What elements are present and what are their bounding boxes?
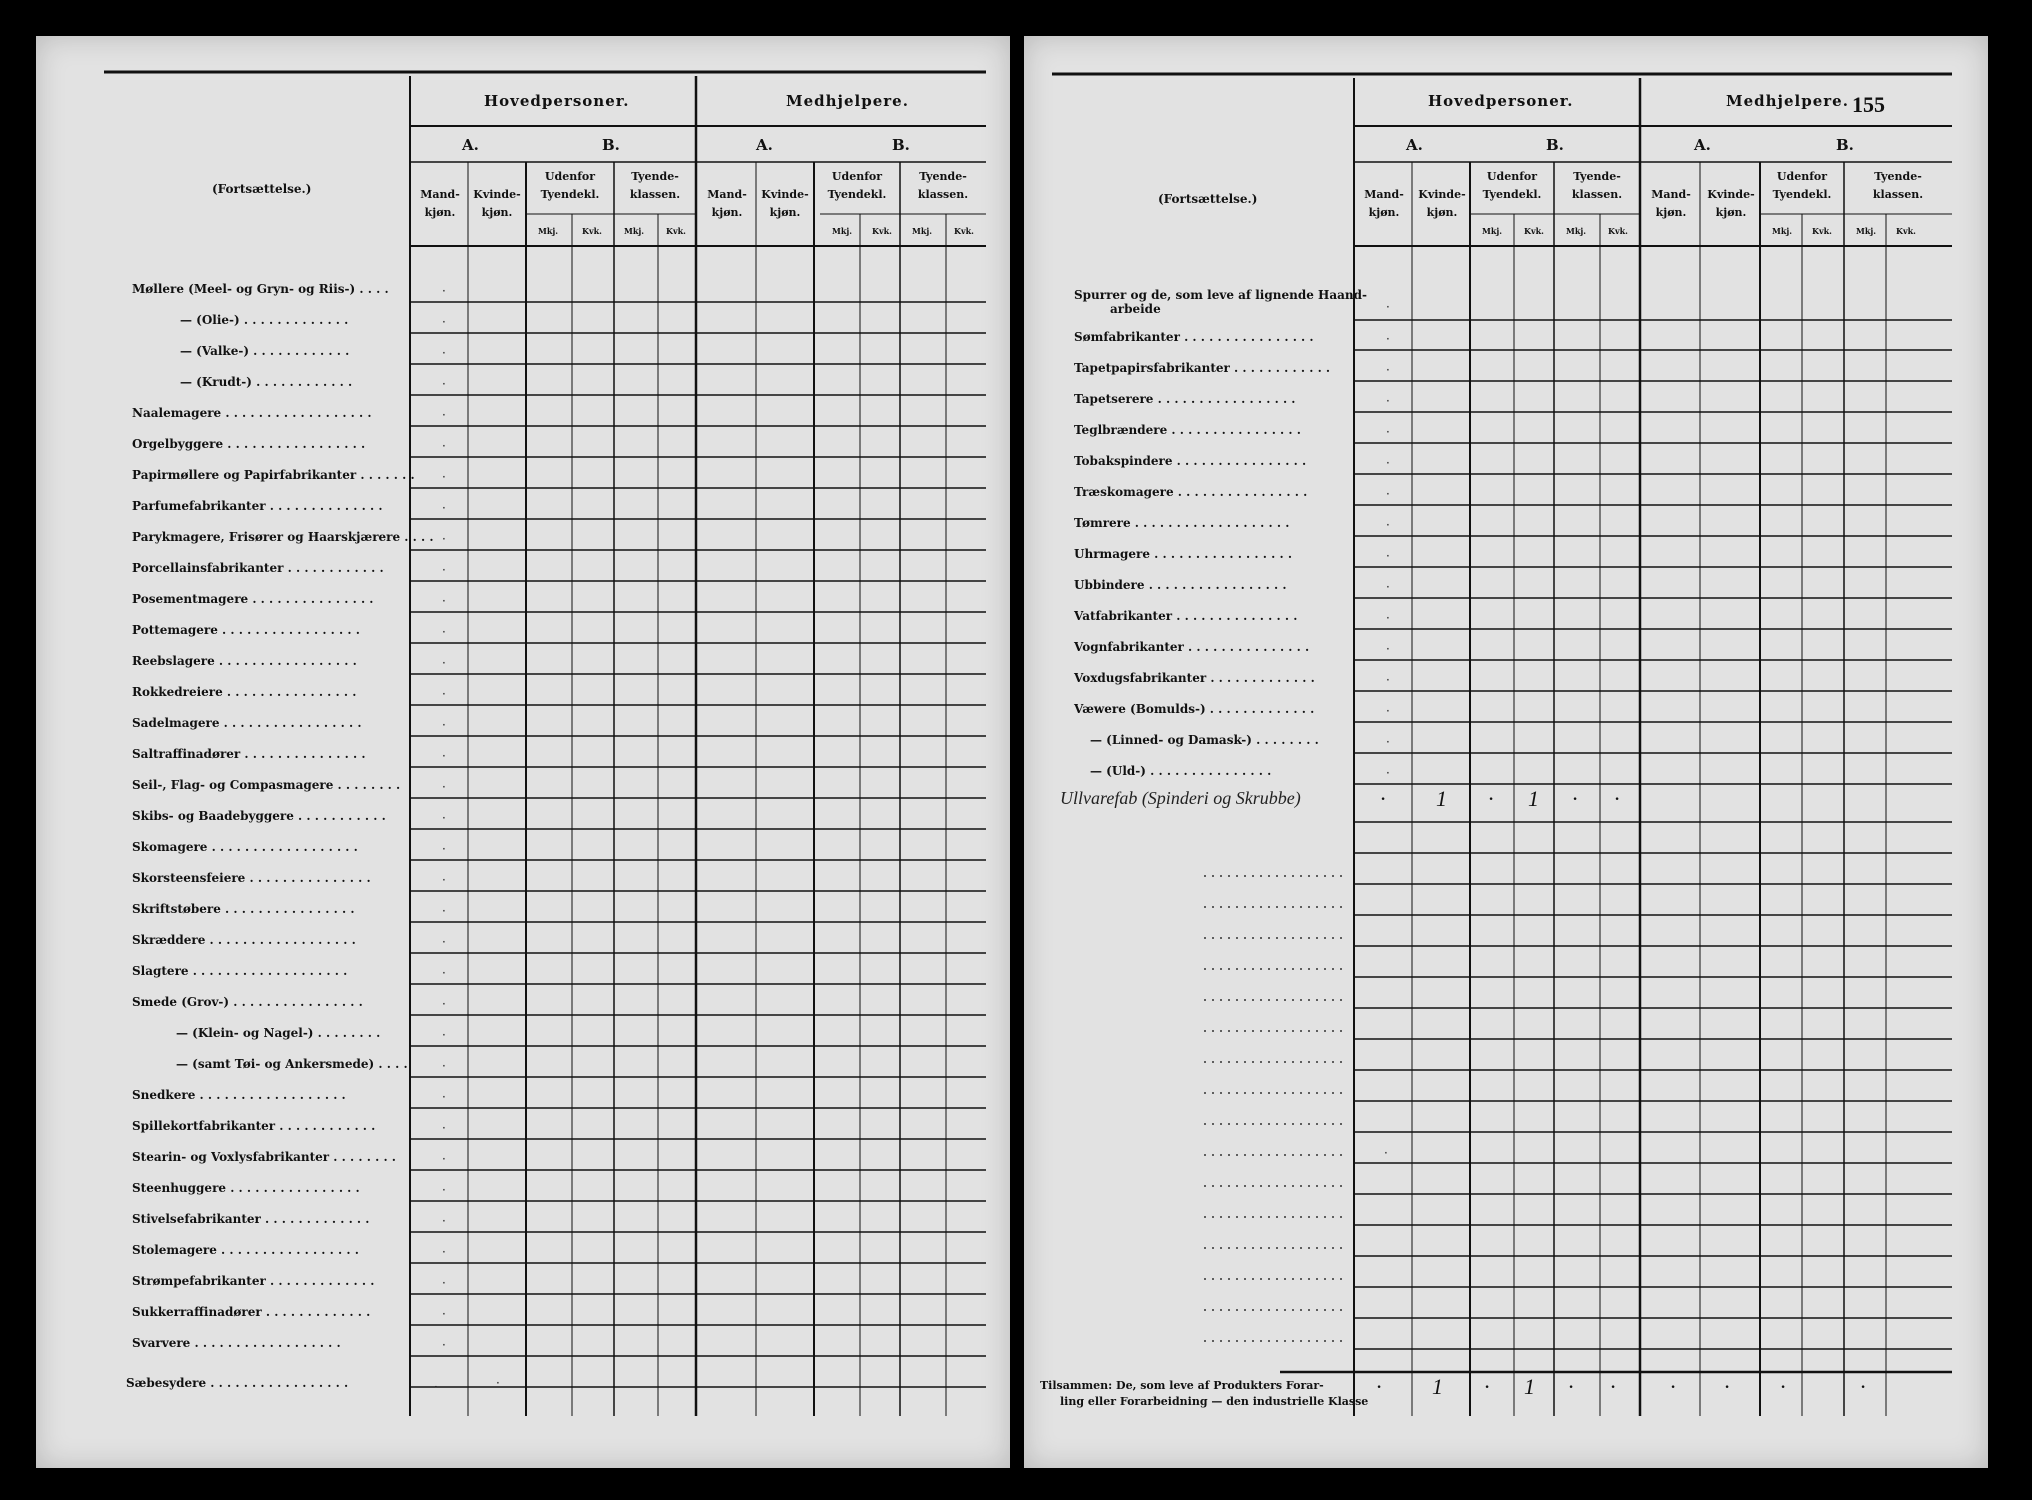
right-row-label: Teglbrændere . . . . . . . . . . . . . . . . bbox=[1074, 423, 1301, 437]
left-row-label: Naalemagere . . . . . . . . . . . . . . . . . . bbox=[132, 406, 372, 420]
left-row-label: Saltraffinadører . . . . . . . . . . . . . . . bbox=[132, 747, 366, 761]
handwritten-row-label: Ullvarefab (Spinderi og Skrubbe) bbox=[1060, 788, 1301, 808]
left-row-label: Steenhuggere . . . . . . . . . . . . . . . . bbox=[132, 1181, 360, 1195]
total-label-line2: ling eller Forarbeidning — den industrielle Klasse bbox=[1060, 1395, 1369, 1408]
right-row-label: Voxdugsfabrikanter . . . . . . . . . . . . . bbox=[1074, 671, 1315, 685]
right-row-label: — (Uld-) . . . . . . . . . . . . . . . bbox=[1090, 764, 1272, 778]
left-row-label: Seil-, Flag- og Compasmagere . . . . . . . . bbox=[132, 778, 401, 792]
left-row-label: Stearin- og Voxlysfabrikanter . . . . . . . . bbox=[132, 1150, 396, 1164]
right-h-udenfor: Udenfor Tyendekl. bbox=[1482, 170, 1542, 201]
right-m-mandkjon: Mand- kjøn. bbox=[1651, 188, 1691, 219]
total-value: · bbox=[1724, 1374, 1730, 1399]
right-medhj-a: A. bbox=[1694, 136, 1711, 154]
left-medhj-a: A. bbox=[756, 136, 773, 154]
right-mkj-2: Mkj. bbox=[1566, 226, 1587, 236]
left-row-label: Parfumefabrikanter . . . . . . . . . . . . . . bbox=[132, 499, 383, 513]
right-row-label: Tapetserere . . . . . . . . . . . . . . . . . bbox=[1074, 392, 1296, 406]
left-row-label: Snedkere . . . . . . . . . . . . . . . . . . bbox=[132, 1088, 346, 1102]
left-row-label: — (Olie-) . . . . . . . . . . . . . bbox=[180, 313, 349, 327]
total-value: · bbox=[1376, 1374, 1382, 1399]
right-row-label: Sømfabrikanter . . . . . . . . . . . . . . . . bbox=[1074, 330, 1314, 344]
left-row-label: Slagtere . . . . . . . . . . . . . . . . . . . bbox=[132, 964, 348, 978]
left-row-label: Posementmagere . . . . . . . . . . . . . . . bbox=[132, 592, 374, 606]
left-row-label: Pottemagere . . . . . . . . . . . . . . . . . bbox=[132, 623, 360, 637]
left-row-label: Skorsteensfeiere . . . . . . . . . . . . . . . bbox=[132, 871, 371, 885]
handwritten-value: · bbox=[1488, 786, 1494, 811]
total-label bbox=[1040, 1378, 1368, 1410]
left-medhj-b: B. bbox=[892, 136, 910, 154]
right-row-label: Vatfabrikanter . . . . . . . . . . . . . . . bbox=[1074, 609, 1298, 623]
left-medhjelpere-heading: Medhjelpere. bbox=[786, 92, 909, 110]
right-row-label: Spurrer og de, som leve af lignende Haand- bbox=[1074, 288, 1368, 302]
left-mkj-2: Mkj. bbox=[624, 226, 645, 236]
left-fortsaettelse: (Fortsættelse.) bbox=[212, 182, 312, 196]
total-value: · bbox=[1860, 1374, 1866, 1399]
left-kvk-3: Kvk. bbox=[872, 226, 892, 236]
right-row-label: — (Linned- og Damask-) . . . . . . . . bbox=[1090, 733, 1319, 747]
total-value: · bbox=[1670, 1374, 1676, 1399]
right-kvk-4: Kvk. bbox=[1896, 226, 1916, 236]
right-mkj-3: Mkj. bbox=[1772, 226, 1793, 236]
left-kvk-1: Kvk. bbox=[582, 226, 602, 236]
right-m-udenfor: Udenfor Tyendekl. bbox=[1772, 170, 1832, 201]
right-h-tyende: Tyende- klassen. bbox=[1571, 170, 1623, 201]
right-m-tyende: Tyende- klassen. bbox=[1872, 170, 1924, 201]
total-value: 1 bbox=[1524, 1374, 1535, 1399]
total-label-line1: Tilsammen: De, som leve af Produkters Forar- bbox=[1040, 1379, 1324, 1392]
left-m-mandkjon: Mand- kjøn. bbox=[707, 188, 747, 219]
right-mkj-4: Mkj. bbox=[1856, 226, 1877, 236]
left-row-label: Parykmagere, Frisører og Haarskjærere . . . . bbox=[132, 530, 434, 544]
left-row-label: — (Krudt-) . . . . . . . . . . . . bbox=[180, 375, 353, 389]
left-row-label: — (Valke-) . . . . . . . . . . . . bbox=[180, 344, 350, 358]
left-row-label: Orgelbyggere . . . . . . . . . . . . . . . . . bbox=[132, 437, 366, 451]
right-row-label: Tobakspindere . . . . . . . . . . . . . . . . bbox=[1074, 454, 1307, 468]
total-value: · bbox=[1610, 1374, 1616, 1399]
left-kvk-4: Kvk. bbox=[954, 226, 974, 236]
total-value: · bbox=[1780, 1374, 1786, 1399]
right-mkj-1: Mkj. bbox=[1482, 226, 1503, 236]
left-row-label: Skriftstøbere . . . . . . . . . . . . . . . . bbox=[132, 902, 355, 916]
left-m-tyende: Tyende- klassen. bbox=[917, 170, 969, 201]
left-m-udenfor: Udenfor Tyendekl. bbox=[827, 170, 887, 201]
right-medhjelpere-heading: Medhjelpere. bbox=[1726, 92, 1849, 110]
total-value: 1 bbox=[1432, 1374, 1443, 1399]
left-m-kvindekjon: Kvinde- kjøn. bbox=[761, 188, 809, 219]
handwritten-value: 1 bbox=[1528, 786, 1539, 811]
right-page: 155 Hovedpersoner. Medhjelpere. A. B. A. B. (Fortsættelse.) Mand- kjøn. Kvinde- kjøn. Udenfor Tyendekl. Tyende- klassen. Mand- kjøn. Kvinde- kjøn. Udenfor Tyendekl. Tyende- klassen. Mkj. Kvk. Mkj. Kvk. Mkj. Kvk. Mkj. Kvk. Spurrer og de, som leve af lignende Haand- arbeide Sømfabrikanter . . . . . . . . . . . . . . . . Tapetpapirsfabrikanter . . . . . . . . . . . . Tapetserere . . . . . . . . . . . . . . . . . Teglbrændere . . . . . . . . . . . . . . . . Tobakspindere . . . . . . . . . . . . . . . . Træskomagere . . . . . . . . . . . . . . . . Tømrere . . . . . . . . . . . . . . . . . . . Uhrmagere . . . . . . . . . . . . . . . . . Ubbindere . . . . . . . . . . . . . . . . . Vatfabrikanter . . . . . . . . . . . . . . . Vognfabrikanter . . . . . . . . . . . . . . . Voxdugsfabrikanter . . . . . . . . . . . . . Væwere (Bomulds-) . . . . . . . . . . . . . — (Linned- og Damask-) . . . . . . . . — (Uld-) . . . . . . . . . . . . . . . Ullvarefab (Spinderi og Skrubbe) · 1 · 1 · · Tilsammen: De, som leve af Produkters Forar- ling eller Forarbeidning — den industrielle Klasse · 1 · 1 · · · · · · · · · · · · · · · · · · · · · · · bbox=[1024, 36, 1988, 1468]
left-kvk-2: Kvk. bbox=[666, 226, 686, 236]
left-row-label: Sadelmagere . . . . . . . . . . . . . . . . . bbox=[132, 716, 362, 730]
left-row-label: Stolemagere . . . . . . . . . . . . . . . . . bbox=[132, 1243, 359, 1257]
left-h-tyende: Tyende- klassen. bbox=[629, 170, 681, 201]
right-row-label: Tømrere . . . . . . . . . . . . . . . . . . . bbox=[1074, 516, 1290, 530]
right-m-kvindekjon: Kvinde- kjøn. bbox=[1707, 188, 1755, 219]
left-row-label: Spillekortfabrikanter . . . . . . . . . . . . bbox=[132, 1119, 376, 1133]
left-row-label: Svarvere . . . . . . . . . . . . . . . . . . bbox=[132, 1336, 341, 1350]
right-medhj-b: B. bbox=[1836, 136, 1854, 154]
left-row-label: Skibs- og Baadebyggere . . . . . . . . . . . bbox=[132, 809, 386, 823]
left-row-label: Skræddere . . . . . . . . . . . . . . . . . . bbox=[132, 933, 356, 947]
left-h-kvindekjon: Kvinde- kjøn. bbox=[473, 188, 521, 219]
left-row-label: Strømpefabrikanter . . . . . . . . . . . . . bbox=[132, 1274, 375, 1288]
handwritten-value: · bbox=[1572, 786, 1578, 811]
left-row-label: Porcellainsfabrikanter . . . . . . . . . . . . bbox=[132, 561, 384, 575]
left-row-label: Smede (Grov-) . . . . . . . . . . . . . . . . bbox=[132, 995, 363, 1009]
left-page: Hovedpersoner. Medhjelpere. A. B. A. B. (Fortsættelse.) Mand- kjøn. Kvinde- kjøn. Udenfor Tyendekl. Tyende- klassen. Mand- kjøn. Kvinde- kjøn. Udenfor Tyendekl. Tyende- klassen. Mkj. Kvk. Mkj. Kvk. Mkj. Kvk. Mkj. Kvk. Møllere (Meel- og Gryn- og Riis-) . . . . — (Olie-) . . . . . . . . . . . . . — (Valke-) . . . . . . . . . . . . — (Krudt-) . . . . . . . . . . . . Naalemagere . . . . . . . . . . . . . . . . . . Orgelbyggere . . . . . . . . . . . . . . . . . Papirmøllere og Papirfabrikanter . . . . . . . Parfumefabrikanter . . . . . . . . . . . . . . Parykmagere, Frisører og Haarskjærere . . . . Porcellainsfabrikanter . . . . . . . . . . . . Posementmagere . . . . . . . . . . . . . . . Pottemagere . . . . . . . . . . . . . . . . . Reebslagere . . . . . . . . . . . . . . . . . Rokkedreiere . . . . . . . . . . . . . . . . Sadelmagere . . . . . . . . . . . . . . . . . Saltraffinadører . . . . . . . . . . . . . . . Seil-, Flag- og Compasmagere . . . . . . . . Skibs- og Baadebyggere . . . . . . . . . . . Skomagere . . . . . . . . . . . . . . . . . . Skorsteensfeiere . . . . . . . . . . . . . . . Skriftstøbere . . . . . . . . . . . . . . . . Skræddere . . . . . . . . . . . . . . . . . . Slagtere . . . . . . . . . . . . . . . . . . . Smede (Grov-) . . . . . . . . . . . . . . . . — (Klein- og Nagel-) . . . . . . . . — (samt Tøi- og Ankersmede) . . . . Snedkere . . . . . . . . . . . . . . . . . . Spillekortfabrikanter . . . . . . . . . . . . Stearin- og Voxlysfabrikanter . . . . . . . . Steenhuggere . . . . . . . . . . . . . . . . Stivelsefabrikanter . . . . . . . . . . . . . Stolemagere . . . . . . . . . . . . . . . . . Strømpefabrikanter . . . . . . . . . . . . . Sukkerraffinadører . . . . . . . . . . . . . Svarvere . . . . . . . . . . . . . . . . . . Sæbesydere . . . . . . . . . . . . . . . . . · · · · · · · · · · · · · · · · · · · · · · · · · · · · · · · · · · · · · bbox=[36, 36, 1010, 1468]
handwritten-value: · bbox=[1380, 786, 1386, 811]
total-value: · bbox=[1484, 1374, 1490, 1399]
right-row-label: Vognfabrikanter . . . . . . . . . . . . . . . bbox=[1074, 640, 1310, 654]
left-mkj-1: Mkj. bbox=[538, 226, 559, 236]
right-kvk-2: Kvk. bbox=[1608, 226, 1628, 236]
right-fortsaettelse: (Fortsættelse.) bbox=[1158, 192, 1258, 206]
right-row-label: Uhrmagere . . . . . . . . . . . . . . . . . bbox=[1074, 547, 1293, 561]
right-h-kvindekjon: Kvinde- kjøn. bbox=[1418, 188, 1466, 219]
right-row-label-cont: arbeide bbox=[1110, 302, 1161, 316]
left-row-label: Stivelsefabrikanter . . . . . . . . . . . . . bbox=[132, 1212, 370, 1226]
left-h-udenfor: Udenfor Tyendekl. bbox=[540, 170, 600, 201]
handwritten-value: · bbox=[1614, 786, 1620, 811]
left-mkj-3: Mkj. bbox=[832, 226, 853, 236]
left-row-label: Sæbesydere . . . . . . . . . . . . . . . . . bbox=[126, 1376, 349, 1390]
right-h-mandkjon: Mand- kjøn. bbox=[1364, 188, 1404, 219]
right-kvk-3: Kvk. bbox=[1812, 226, 1832, 236]
left-row-label: Rokkedreiere . . . . . . . . . . . . . . . . bbox=[132, 685, 357, 699]
left-hoved-b: B. bbox=[602, 136, 620, 154]
left-h-mandkjon: Mand- kjøn. bbox=[420, 188, 460, 219]
right-hoved-a: A. bbox=[1406, 136, 1423, 154]
right-kvk-1: Kvk. bbox=[1524, 226, 1544, 236]
right-row-label: Ubbindere . . . . . . . . . . . . . . . . . bbox=[1074, 578, 1287, 592]
right-row-label: Træskomagere . . . . . . . . . . . . . . . . bbox=[1074, 485, 1308, 499]
left-row-label: Reebslagere . . . . . . . . . . . . . . . . . bbox=[132, 654, 357, 668]
right-hovedpersoner-heading: Hovedpersoner. bbox=[1428, 92, 1574, 110]
left-row-label: Sukkerraffinadører . . . . . . . . . . . . . bbox=[132, 1305, 371, 1319]
left-row-label: — (samt Tøi- og Ankersmede) . . . . bbox=[176, 1057, 408, 1071]
handwritten-value: 1 bbox=[1436, 786, 1447, 811]
left-row-label: Møllere (Meel- og Gryn- og Riis-) . . . . bbox=[132, 282, 389, 296]
total-value: · bbox=[1568, 1374, 1574, 1399]
left-row-label: Skomagere . . . . . . . . . . . . . . . . . . bbox=[132, 840, 358, 854]
left-hoved-a: A. bbox=[462, 136, 479, 154]
right-row-label: Tapetpapirsfabrikanter . . . . . . . . . . . . bbox=[1074, 361, 1331, 375]
left-mkj-4: Mkj. bbox=[912, 226, 933, 236]
right-hoved-b: B. bbox=[1546, 136, 1564, 154]
left-row-label: Papirmøllere og Papirfabrikanter . . . . . . . bbox=[132, 468, 415, 482]
left-row-label: — (Klein- og Nagel-) . . . . . . . . bbox=[176, 1026, 381, 1040]
left-hovedpersoner-heading: Hovedpersoner. bbox=[484, 92, 630, 110]
right-table-grid bbox=[1024, 36, 1988, 1468]
right-row-label: Væwere (Bomulds-) . . . . . . . . . . . . . bbox=[1074, 702, 1315, 716]
page-number: 155 bbox=[1852, 92, 1885, 117]
